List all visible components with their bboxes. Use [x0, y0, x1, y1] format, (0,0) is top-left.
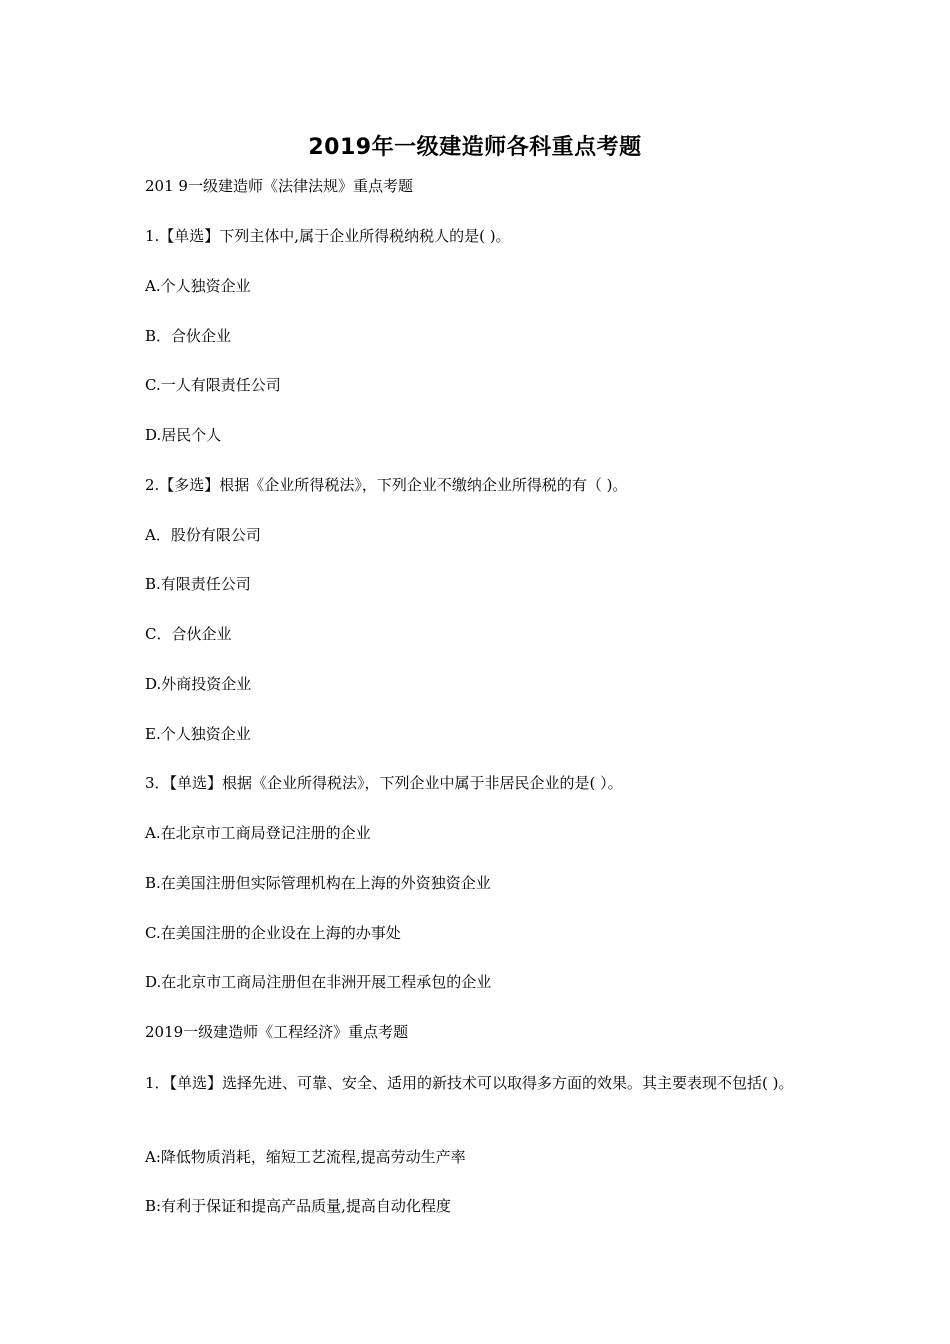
section-heading-law: 201 9一级建造师《法律法规》重点考题 [145, 177, 413, 195]
question-3-option-c: C.在美国注册的企业设在上海的办事处 [145, 924, 401, 942]
economics-question-1-option-a: A:降低物质消耗，缩短工艺流程,提高劳动生产率 [145, 1148, 466, 1166]
document-title: 2019年一级建造师各科重点考题 [308, 135, 642, 160]
question-3-option-b: B.在美国注册但实际管理机构在上海的外资独资企业 [145, 874, 491, 892]
question-2-option-a: A．股份有限公司 [145, 526, 261, 544]
question-3-option-a: A.在北京市工商局登记注册的企业 [145, 824, 371, 842]
question-1-option-b: B．合伙企业 [145, 327, 232, 345]
question-1-stem: 1.【单选】下列主体中,属于企业所得税纳税人的是( )。 [145, 227, 511, 245]
section-heading-economics: 2019一级建造师《工程经济》重点考题 [145, 1023, 409, 1041]
question-3-stem: 3．【单选】根据《企业所得税法》，下列企业中属于非居民企业的是( ）。 [145, 774, 623, 792]
question-2-stem: 2.【多选】根据《企业所得税法》，下列企业不缴纳企业所得税的有（ )。 [145, 476, 628, 494]
question-1-option-a: A.个人独资企业 [145, 277, 251, 295]
question-3-option-d: D.在北京市工商局注册但在非洲开展工程承包的企业 [145, 973, 492, 991]
question-1-option-c: C.一人有限责任公司 [145, 376, 281, 394]
question-2-option-c: C．合伙企业 [145, 625, 232, 643]
question-1-option-d: D.居民个人 [145, 426, 222, 444]
economics-question-1-option-b: B:有利于保证和提高产品质量,提高自动化程度 [145, 1197, 451, 1215]
economics-question-1-stem: 1．【单选】选择先进、可靠、安全、适用的新技术可以取得多方面的效果。其主要表现不包括( )。 [145, 1074, 794, 1092]
question-2-option-e: E.个人独资企业 [145, 725, 251, 743]
question-2-option-d: D.外商投资企业 [145, 675, 252, 693]
question-2-option-b: B.有限责任公司 [145, 575, 251, 593]
